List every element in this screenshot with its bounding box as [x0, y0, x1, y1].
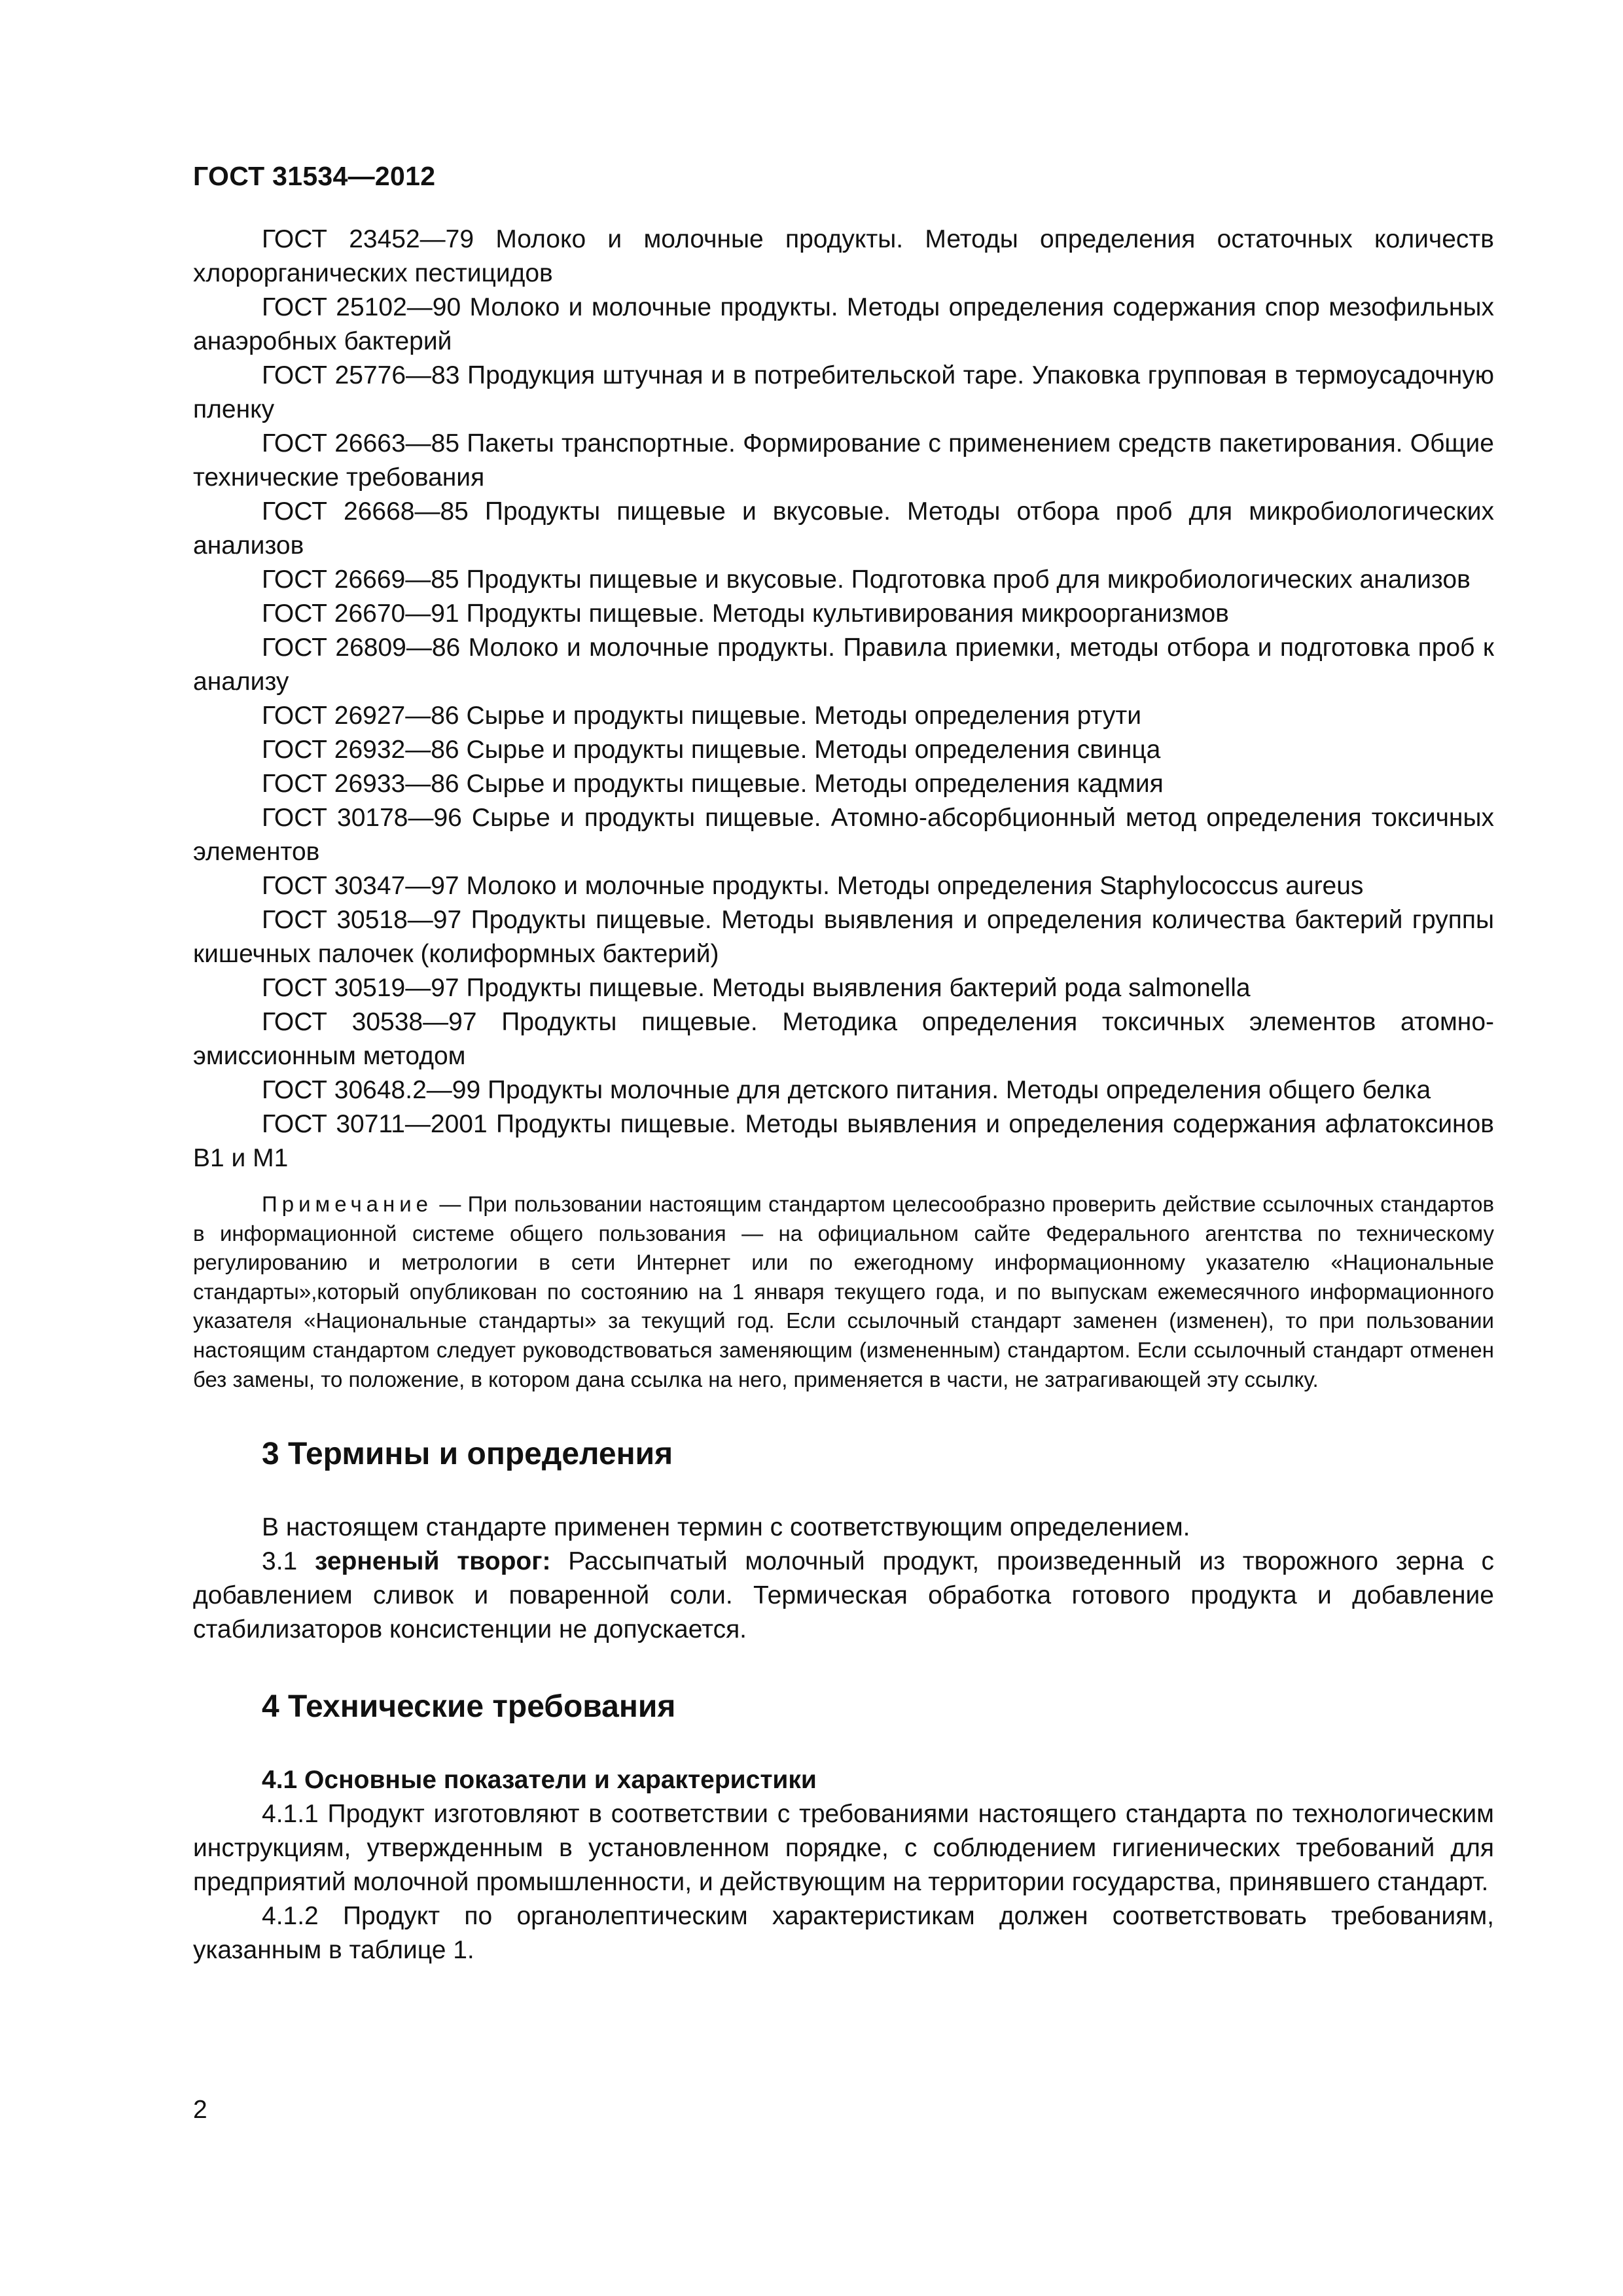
page-number: 2 [193, 2096, 207, 2124]
term-definition-text: Рассыпчатый молочный продукт, произведенный из творожного зерна с добавлением сливок и поваренной соли. Термическая обработка готового продукта и добавление стабилизаторов консистенции не допускается. [193, 1547, 1494, 1644]
subsection-4-1-heading: 4.1 Основные показатели и характеристики [262, 1766, 817, 1795]
reference-item: ГОСТ 26669—85 Продукты пищевые и вкусовые. Подготовка проб для микробиологических анализов [262, 565, 1471, 594]
paragraph-4-1-1: 4.1.1 Продукт изготовляют в соответствии с требованиями настоящего стандарта по технологическим инструкциям, утвержденным в установленном порядке, с соблюдением гигиенических требований для предприятий молочной промышленности, и действующим на территории государства, принявшего стандарт. [193, 1800, 1494, 1897]
reference-item: ГОСТ 26670—91 Продукты пищевые. Методы культивирования микроорганизмов [262, 600, 1229, 628]
document-header: ГОСТ 31534—2012 [193, 161, 436, 191]
term-name: зерненый творог: [314, 1547, 551, 1576]
reference-item: ГОСТ 26927—86 Сырье и продукты пищевые. Методы определения ртути [262, 702, 1141, 730]
term-definition [193, 1545, 1494, 1647]
term-number: 3.1 [262, 1547, 298, 1576]
reference-item: ГОСТ 30347—97 Молоко и молочные продукты. Методы определения Staphylococcus aureus [262, 872, 1364, 900]
reference-item: ГОСТ 30711—2001 Продукты пищевые. Методы выявления и определения содержания афлатоксинов B1 и M1 [193, 1110, 1494, 1172]
reference-item: ГОСТ 26668—85 Продукты пищевые и вкусовые. Методы отбора проб для микробиологических анализов [193, 497, 1494, 560]
reference-item: ГОСТ 30518—97 Продукты пищевые. Методы выявления и определения количества бактерий группы кишечных палочек (колиформных бактерий) [193, 906, 1494, 968]
note-text: — При пользовании настоящим стандартом целесообразно проверить действие ссылочных стандартов в информационной системе общего пользования — на официальном сайте Федерального агентства по техническому регулированию и метрологии в сети Интернет или по ежегодному информационному указателю «Национальные стандарты»,который опубликован по состоянию на 1 января текущего года, и по выпускам ежемесячного информационного указателя «Национальные стандарты» за текущий год. Если ссылочный стандарт заменен (изменен), то при пользовании настоящим стандартом следует руководствоваться заменяющим (измененным) стандартом. Если ссылочный стандарт отменен без замены, то положение, в котором дана ссылка на него, применяется в части, не затрагивающей эту ссылку. [193, 1192, 1494, 1391]
reference-item: ГОСТ 26932—86 Сырье и продукты пищевые. Методы определения свинца [262, 736, 1161, 764]
reference-item: ГОСТ 30178—96 Сырье и продукты пищевые. Атомно-абсорбционный метод определения токсичных элементов [193, 804, 1494, 866]
section-3-heading: 3 Термины и определения [262, 1437, 673, 1472]
section-3-intro: В настоящем стандарте применен термин с соответствующим определением. [262, 1513, 1190, 1542]
reference-note [193, 1190, 1494, 1394]
paragraph-4-1-2: 4.1.2 Продукт по органолептическим характеристикам должен соответствовать требованиям, указанным в таблице 1. [193, 1902, 1494, 1965]
reference-item: ГОСТ 25102—90 Молоко и молочные продукты. Методы определения содержания спор мезофильных анаэробных бактерий [193, 293, 1494, 355]
reference-item: ГОСТ 23452—79 Молоко и молочные продукты. Методы определения остаточных количеств хлорорганических пестицидов [193, 225, 1494, 287]
reference-item: ГОСТ 30519—97 Продукты пищевые. Методы выявления бактерий рода salmonella [262, 974, 1251, 1002]
reference-item: ГОСТ 26933—86 Сырье и продукты пищевые. Методы определения кадмия [262, 770, 1164, 798]
note-label: Примечание [262, 1192, 433, 1216]
reference-item: ГОСТ 30538—97 Продукты пищевые. Методика определения токсичных элементов атомно-эмиссионным методом [193, 1008, 1494, 1070]
reference-item: ГОСТ 25776—83 Продукция штучная и в потребительской таре. Упаковка групповая в термоусадочную пленку [193, 361, 1494, 423]
reference-item: ГОСТ 26809—86 Молоко и молочные продукты. Правила приемки, методы отбора и подготовка проб к анализу [193, 634, 1494, 696]
reference-item: ГОСТ 26663—85 Пакеты транспортные. Формирование с применением средств пакетирования. Общие технические требования [193, 429, 1494, 492]
reference-item: ГОСТ 30648.2—99 Продукты молочные для детского питания. Методы определения общего белка [262, 1076, 1431, 1104]
normative-references-list [193, 223, 1494, 1175]
page-content [193, 223, 1494, 1967]
section-4-heading: 4 Технические требования [262, 1689, 676, 1725]
